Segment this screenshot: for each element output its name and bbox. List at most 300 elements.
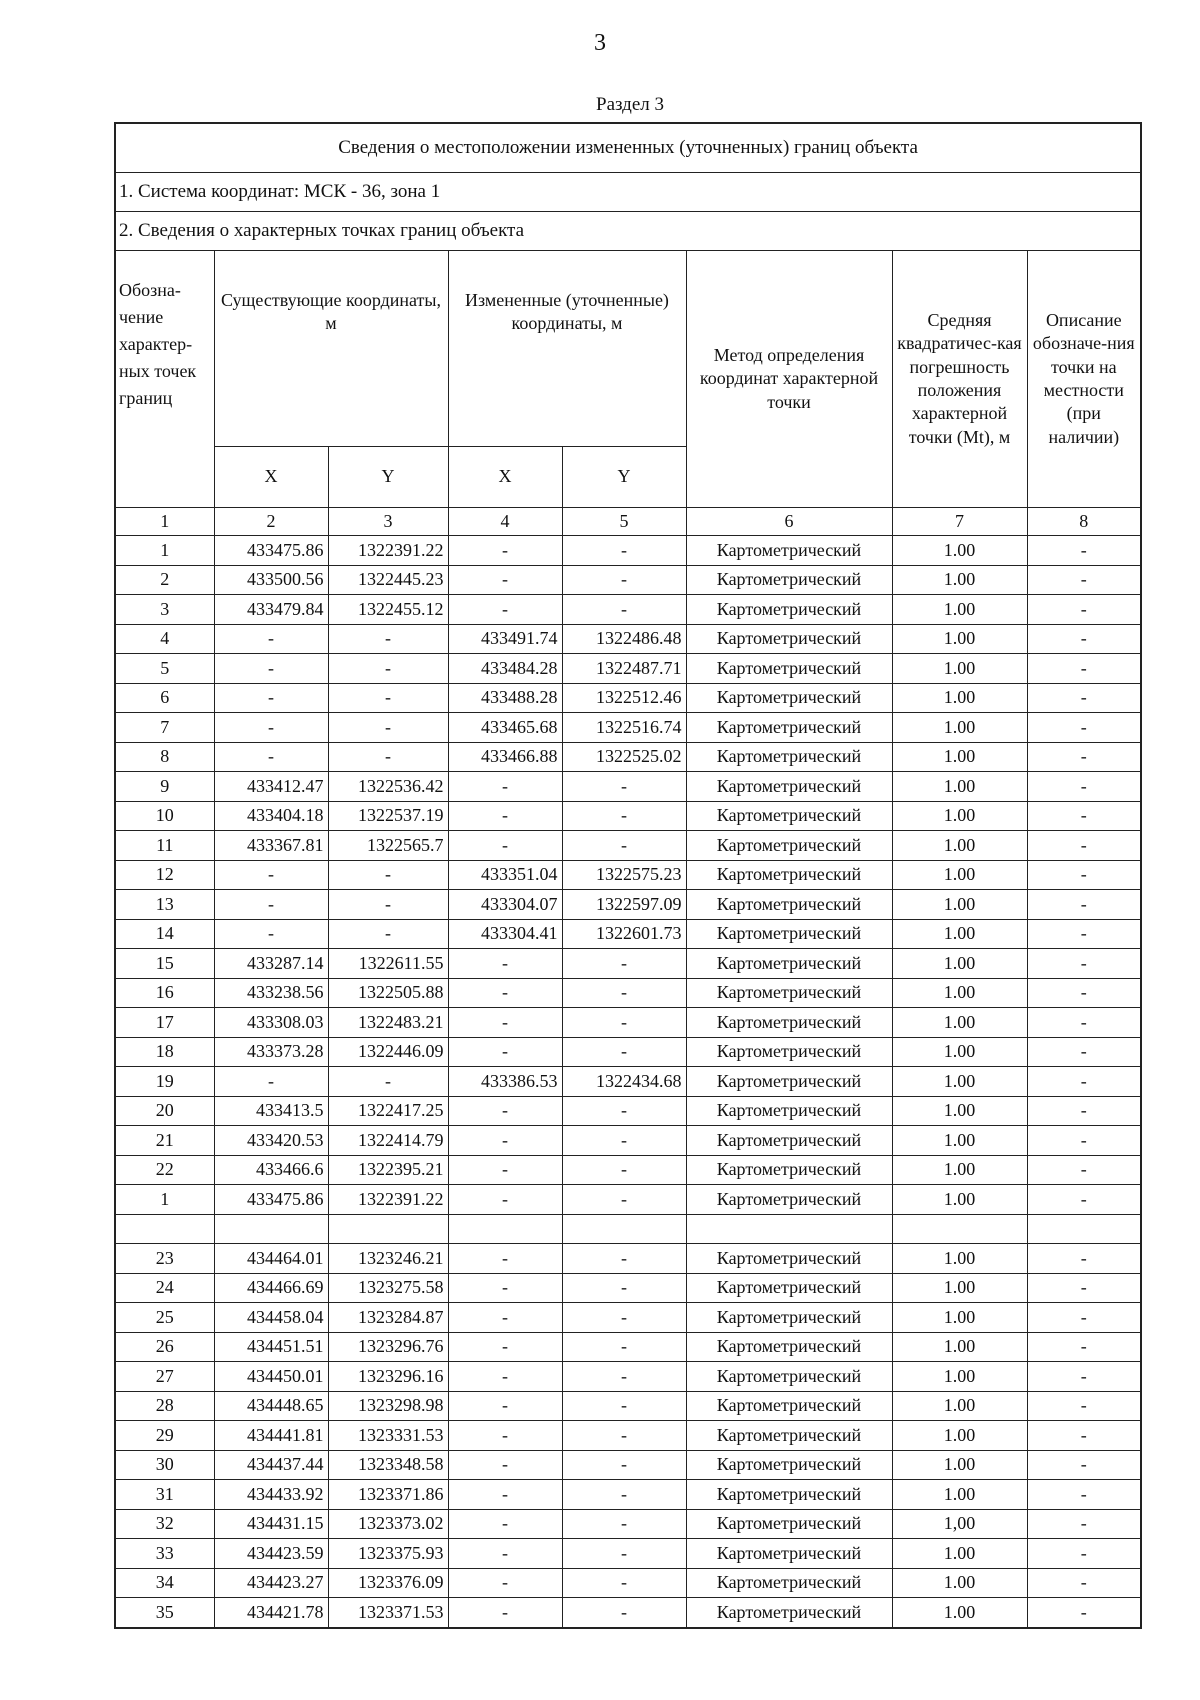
existing-x-cell: 434437.44 (214, 1450, 328, 1480)
changed-y-cell: - (562, 1480, 686, 1510)
changed-x-cell: - (448, 1008, 562, 1038)
description-cell: - (1027, 624, 1141, 654)
existing-x-cell: - (214, 624, 328, 654)
table-row (115, 860, 1141, 890)
mean-error-cell: 1.00 (892, 654, 1027, 684)
description-cell: - (1027, 683, 1141, 713)
table-row (115, 1539, 1141, 1569)
method-cell: Картометрический (686, 1421, 892, 1451)
section-title: Раздел 3 (596, 94, 664, 115)
table-row (115, 1096, 1141, 1126)
mean-error-cell: 1.00 (892, 1126, 1027, 1156)
mean-error-cell: 1.00 (892, 860, 1027, 890)
table-row (115, 1391, 1141, 1421)
mean-error-cell: 1.00 (892, 536, 1027, 566)
table-row (115, 624, 1141, 654)
method-cell: Картометрический (686, 713, 892, 743)
existing-x-cell: - (214, 742, 328, 772)
mean-error-cell: 1.00 (892, 1450, 1027, 1480)
description-cell: - (1027, 831, 1141, 861)
changed-x-cell: - (448, 1391, 562, 1421)
description-cell (1027, 1214, 1141, 1244)
existing-y-cell: 1323376.09 (328, 1568, 448, 1598)
existing-x-cell: 433412.47 (214, 772, 328, 802)
changed-y-cell: - (562, 1303, 686, 1333)
existing-x-cell: - (214, 860, 328, 890)
mean-error-cell: 1.00 (892, 742, 1027, 772)
mean-error-cell: 1.00 (892, 595, 1027, 625)
changed-y-cell: 1322434.68 (562, 1067, 686, 1097)
existing-y-cell: 1322505.88 (328, 978, 448, 1008)
changed-x-cell: - (448, 978, 562, 1008)
point-number-cell: 14 (115, 919, 214, 949)
method-cell: Картометрический (686, 1155, 892, 1185)
existing-x-cell: 434421.78 (214, 1598, 328, 1628)
mean-error-cell: 1.00 (892, 1155, 1027, 1185)
mean-error-cell: 1.00 (892, 919, 1027, 949)
description-cell: - (1027, 1450, 1141, 1480)
method-cell: Картометрический (686, 1391, 892, 1421)
point-number-cell: 13 (115, 890, 214, 920)
mean-error-cell: 1.00 (892, 1598, 1027, 1628)
changed-x-cell: - (448, 831, 562, 861)
point-number-cell: 11 (115, 831, 214, 861)
existing-y-cell: 1323371.53 (328, 1598, 448, 1628)
method-cell: Картометрический (686, 801, 892, 831)
mean-error-cell: 1,00 (892, 1509, 1027, 1539)
changed-x-cell: - (448, 1273, 562, 1303)
mean-error-cell: 1.00 (892, 1421, 1027, 1451)
method-cell: Картометрический (686, 742, 892, 772)
changed-x-cell: - (448, 1126, 562, 1156)
changed-y-cell: - (562, 1096, 686, 1126)
changed-y-cell (562, 1214, 686, 1244)
page-number: 3 (594, 30, 606, 56)
method-cell: Картометрический (686, 1539, 892, 1569)
point-number-cell: 33 (115, 1539, 214, 1569)
existing-x-cell: 434466.69 (214, 1273, 328, 1303)
changed-x-cell: - (448, 595, 562, 625)
point-number-cell (115, 1214, 214, 1244)
existing-x-cell: 433308.03 (214, 1008, 328, 1038)
existing-x-cell: 434431.15 (214, 1509, 328, 1539)
changed-x-cell: - (448, 1096, 562, 1126)
changed-x-cell: - (448, 536, 562, 566)
method-cell: Картометрический (686, 595, 892, 625)
description-cell: - (1027, 772, 1141, 802)
point-number-cell: 34 (115, 1568, 214, 1598)
table-row (115, 565, 1141, 595)
header-existing-x: X (214, 447, 328, 508)
changed-x-cell: - (448, 772, 562, 802)
method-cell: Картометрический (686, 536, 892, 566)
existing-x-cell: 433479.84 (214, 595, 328, 625)
column-number: 4 (448, 508, 562, 536)
point-number-cell: 35 (115, 1598, 214, 1628)
existing-y-cell: 1323298.98 (328, 1391, 448, 1421)
table-row (115, 654, 1141, 684)
mean-error-cell: 1.00 (892, 949, 1027, 979)
table-row (115, 1480, 1141, 1510)
point-number-cell: 32 (115, 1509, 214, 1539)
changed-y-cell: - (562, 1421, 686, 1451)
existing-x-cell: 433475.86 (214, 1185, 328, 1215)
existing-y-cell: 1323331.53 (328, 1421, 448, 1451)
existing-y-cell: 1322446.09 (328, 1037, 448, 1067)
existing-x-cell: 433413.5 (214, 1096, 328, 1126)
description-cell: - (1027, 1509, 1141, 1539)
existing-x-cell: 434458.04 (214, 1303, 328, 1333)
existing-x-cell: 433238.56 (214, 978, 328, 1008)
mean-error-cell: 1.00 (892, 1303, 1027, 1333)
method-cell: Картометрический (686, 1450, 892, 1480)
method-cell: Картометрический (686, 1067, 892, 1097)
header-description: Описание обозначе-ния точки на местности (при наличии) (1027, 251, 1141, 508)
header-changed-y: Y (562, 447, 686, 508)
table-row (115, 801, 1141, 831)
changed-y-cell: - (562, 978, 686, 1008)
existing-y-cell: - (328, 860, 448, 890)
existing-y-cell: - (328, 713, 448, 743)
existing-y-cell: 1323375.93 (328, 1539, 448, 1569)
method-cell: Картометрический (686, 1303, 892, 1333)
changed-x-cell: - (448, 565, 562, 595)
mean-error-cell: 1.00 (892, 1480, 1027, 1510)
table-row (115, 890, 1141, 920)
existing-x-cell: 434423.59 (214, 1539, 328, 1569)
description-cell: - (1027, 1568, 1141, 1598)
point-number-cell: 1 (115, 1185, 214, 1215)
changed-y-cell: - (562, 1244, 686, 1274)
method-cell: Картометрический (686, 772, 892, 802)
method-cell: Картометрический (686, 978, 892, 1008)
description-cell: - (1027, 1126, 1141, 1156)
table-row (115, 1568, 1141, 1598)
description-cell: - (1027, 1096, 1141, 1126)
changed-y-cell: 1322516.74 (562, 713, 686, 743)
column-number: 6 (686, 508, 892, 536)
existing-y-cell: 1323296.76 (328, 1332, 448, 1362)
point-number-cell: 2 (115, 565, 214, 595)
existing-y-cell: 1323348.58 (328, 1450, 448, 1480)
description-cell: - (1027, 1421, 1141, 1451)
changed-x-cell: 433304.07 (448, 890, 562, 920)
description-cell: - (1027, 1391, 1141, 1421)
existing-y-cell: - (328, 624, 448, 654)
existing-x-cell: 434451.51 (214, 1332, 328, 1362)
table-row (115, 831, 1141, 861)
changed-y-cell: 1322601.73 (562, 919, 686, 949)
description-cell: - (1027, 1539, 1141, 1569)
changed-y-cell: 1322487.71 (562, 654, 686, 684)
header-existing-coords: Существующие координаты, м (214, 251, 448, 447)
description-cell: - (1027, 536, 1141, 566)
description-cell: - (1027, 1244, 1141, 1274)
description-cell: - (1027, 595, 1141, 625)
method-cell: Картометрический (686, 1332, 892, 1362)
existing-y-cell: - (328, 654, 448, 684)
table-row (115, 1126, 1141, 1156)
existing-y-cell: 1323275.58 (328, 1273, 448, 1303)
changed-y-cell: - (562, 1391, 686, 1421)
existing-y-cell: 1322536.42 (328, 772, 448, 802)
point-number-cell: 16 (115, 978, 214, 1008)
mean-error-cell: 1.00 (892, 624, 1027, 654)
existing-y-cell: - (328, 742, 448, 772)
existing-x-cell: - (214, 919, 328, 949)
changed-y-cell: - (562, 949, 686, 979)
existing-y-cell: - (328, 919, 448, 949)
table-row (115, 1185, 1141, 1215)
mean-error-cell: 1.00 (892, 713, 1027, 743)
changed-y-cell: - (562, 1155, 686, 1185)
changed-x-cell: - (448, 1421, 562, 1451)
existing-y-cell: 1322414.79 (328, 1126, 448, 1156)
description-cell: - (1027, 860, 1141, 890)
point-number-cell: 17 (115, 1008, 214, 1038)
changed-y-cell: - (562, 831, 686, 861)
description-cell: - (1027, 1155, 1141, 1185)
existing-y-cell: 1322537.19 (328, 801, 448, 831)
mean-error-cell: 1.00 (892, 565, 1027, 595)
mean-error-cell: 1.00 (892, 890, 1027, 920)
point-number-cell: 3 (115, 595, 214, 625)
point-number-cell: 18 (115, 1037, 214, 1067)
changed-y-cell: - (562, 565, 686, 595)
changed-y-cell: - (562, 1126, 686, 1156)
point-number-cell: 23 (115, 1244, 214, 1274)
existing-x-cell: 433500.56 (214, 565, 328, 595)
existing-y-cell: 1323296.16 (328, 1362, 448, 1392)
table-row (115, 949, 1141, 979)
method-cell: Картометрический (686, 1362, 892, 1392)
existing-y-cell: 1322483.21 (328, 1008, 448, 1038)
existing-y-cell: - (328, 1067, 448, 1097)
existing-y-cell: - (328, 890, 448, 920)
point-number-cell: 22 (115, 1155, 214, 1185)
changed-x-cell: - (448, 1539, 562, 1569)
existing-x-cell: 434448.65 (214, 1391, 328, 1421)
table-row (115, 536, 1141, 566)
point-number-cell: 20 (115, 1096, 214, 1126)
column-number: 2 (214, 508, 328, 536)
existing-x-cell: 433420.53 (214, 1126, 328, 1156)
table-row (115, 1155, 1141, 1185)
point-number-cell: 21 (115, 1126, 214, 1156)
description-cell: - (1027, 919, 1141, 949)
table-row (115, 1509, 1141, 1539)
changed-x-cell: - (448, 1037, 562, 1067)
method-cell: Картометрический (686, 1598, 892, 1628)
table-row (115, 713, 1141, 743)
description-cell: - (1027, 1037, 1141, 1067)
point-number-cell: 30 (115, 1450, 214, 1480)
changed-y-cell: - (562, 536, 686, 566)
method-cell: Картометрический (686, 1185, 892, 1215)
changed-y-cell: - (562, 1568, 686, 1598)
header-existing-y: Y (328, 447, 448, 508)
description-cell: - (1027, 1332, 1141, 1362)
header-changed-x: X (448, 447, 562, 508)
header-mean-error: Средняя квадратичес-кая погрешность положения характерной точки (Mt), м (892, 251, 1027, 508)
description-cell: - (1027, 1185, 1141, 1215)
header-method: Метод определения координат характерной точки (686, 251, 892, 508)
existing-y-cell: 1323373.02 (328, 1509, 448, 1539)
changed-y-cell: - (562, 1362, 686, 1392)
changed-x-cell: - (448, 1155, 562, 1185)
column-number: 5 (562, 508, 686, 536)
changed-y-cell: - (562, 1598, 686, 1628)
point-number-cell: 9 (115, 772, 214, 802)
method-cell: Картометрический (686, 1037, 892, 1067)
point-number-cell: 4 (115, 624, 214, 654)
table-row (115, 1008, 1141, 1038)
coordinate-system: 1. Система координат: МСК - 36, зона 1 (115, 173, 1141, 212)
description-cell: - (1027, 1480, 1141, 1510)
table-row (115, 1037, 1141, 1067)
table-row (115, 1332, 1141, 1362)
changed-x-cell: - (448, 1568, 562, 1598)
table-row (115, 595, 1141, 625)
changed-y-cell: - (562, 1185, 686, 1215)
table-row (115, 1450, 1141, 1480)
mean-error-cell: 1.00 (892, 978, 1027, 1008)
point-number-cell: 12 (115, 860, 214, 890)
method-cell: Картометрический (686, 624, 892, 654)
changed-x-cell: 433488.28 (448, 683, 562, 713)
method-cell: Картометрический (686, 1008, 892, 1038)
point-number-cell: 24 (115, 1273, 214, 1303)
point-number-cell: 15 (115, 949, 214, 979)
changed-y-cell: - (562, 595, 686, 625)
changed-x-cell: - (448, 1303, 562, 1333)
existing-x-cell: 433373.28 (214, 1037, 328, 1067)
existing-y-cell: 1322565.7 (328, 831, 448, 861)
point-number-cell: 7 (115, 713, 214, 743)
existing-y-cell: 1322391.22 (328, 536, 448, 566)
changed-x-cell (448, 1214, 562, 1244)
table-row (115, 1067, 1141, 1097)
mean-error-cell: 1.00 (892, 1362, 1027, 1392)
point-number-cell: 19 (115, 1067, 214, 1097)
mean-error-cell: 1.00 (892, 801, 1027, 831)
existing-x-cell: - (214, 890, 328, 920)
changed-x-cell: 433465.68 (448, 713, 562, 743)
point-number-cell: 6 (115, 683, 214, 713)
changed-x-cell: - (448, 1598, 562, 1628)
description-cell: - (1027, 1362, 1141, 1392)
method-cell: Картометрический (686, 683, 892, 713)
method-cell: Картометрический (686, 1096, 892, 1126)
description-cell: - (1027, 1008, 1141, 1038)
existing-x-cell: 433287.14 (214, 949, 328, 979)
changed-x-cell: - (448, 1362, 562, 1392)
changed-y-cell: 1322525.02 (562, 742, 686, 772)
point-number-cell: 27 (115, 1362, 214, 1392)
boundary-points-table (114, 122, 1142, 1629)
existing-x-cell: 434433.92 (214, 1480, 328, 1510)
mean-error-cell: 1.00 (892, 831, 1027, 861)
existing-x-cell: 434464.01 (214, 1244, 328, 1274)
method-cell: Картометрический (686, 654, 892, 684)
description-cell: - (1027, 801, 1141, 831)
method-cell: Картометрический (686, 1568, 892, 1598)
point-number-cell: 1 (115, 536, 214, 566)
changed-y-cell: - (562, 772, 686, 802)
description-cell: - (1027, 565, 1141, 595)
column-number: 7 (892, 508, 1027, 536)
changed-y-cell: - (562, 1509, 686, 1539)
changed-y-cell: 1322486.48 (562, 624, 686, 654)
method-cell: Картометрический (686, 1509, 892, 1539)
changed-x-cell: - (448, 949, 562, 979)
changed-x-cell: 433386.53 (448, 1067, 562, 1097)
mean-error-cell: 1.00 (892, 1244, 1027, 1274)
changed-y-cell: 1322512.46 (562, 683, 686, 713)
table-row (115, 1421, 1141, 1451)
existing-x-cell: 433367.81 (214, 831, 328, 861)
existing-x-cell: 433404.18 (214, 801, 328, 831)
existing-y-cell: 1322455.12 (328, 595, 448, 625)
existing-y-cell: 1323371.86 (328, 1480, 448, 1510)
changed-x-cell: 433351.04 (448, 860, 562, 890)
changed-x-cell: 433484.28 (448, 654, 562, 684)
mean-error-cell: 1.00 (892, 772, 1027, 802)
method-cell: Картометрический (686, 949, 892, 979)
changed-y-cell: 1322597.09 (562, 890, 686, 920)
mean-error-cell: 1.00 (892, 1067, 1027, 1097)
changed-x-cell: - (448, 1244, 562, 1274)
description-cell: - (1027, 654, 1141, 684)
changed-x-cell: - (448, 1332, 562, 1362)
existing-y-cell: 1322395.21 (328, 1155, 448, 1185)
table-title: Сведения о местоположении измененных (уточненных) границ объекта (115, 123, 1141, 173)
changed-x-cell: 433466.88 (448, 742, 562, 772)
existing-x-cell: 433475.86 (214, 536, 328, 566)
mean-error-cell: 1.00 (892, 1273, 1027, 1303)
mean-error-cell (892, 1214, 1027, 1244)
column-number: 3 (328, 508, 448, 536)
mean-error-cell: 1.00 (892, 1008, 1027, 1038)
existing-y-cell: 1322417.25 (328, 1096, 448, 1126)
changed-y-cell: - (562, 1037, 686, 1067)
changed-y-cell: 1322575.23 (562, 860, 686, 890)
table-row (115, 742, 1141, 772)
method-cell: Картометрический (686, 860, 892, 890)
existing-x-cell: 433466.6 (214, 1155, 328, 1185)
description-cell: - (1027, 742, 1141, 772)
point-number-cell: 31 (115, 1480, 214, 1510)
method-cell: Картометрический (686, 831, 892, 861)
method-cell: Картометрический (686, 1480, 892, 1510)
mean-error-cell: 1.00 (892, 1568, 1027, 1598)
changed-x-cell: - (448, 1450, 562, 1480)
changed-y-cell: - (562, 1332, 686, 1362)
existing-x-cell: 434441.81 (214, 1421, 328, 1451)
points-heading: 2. Сведения о характерных точках границ объекта (115, 212, 1141, 251)
changed-y-cell: - (562, 1539, 686, 1569)
changed-x-cell: 433304.41 (448, 919, 562, 949)
existing-x-cell: - (214, 683, 328, 713)
description-cell: - (1027, 1067, 1141, 1097)
method-cell: Картометрический (686, 1126, 892, 1156)
description-cell: - (1027, 890, 1141, 920)
description-cell: - (1027, 978, 1141, 1008)
column-number: 8 (1027, 508, 1141, 536)
header-point-designation: Обозна-чение характер-ных точек границ (115, 251, 214, 508)
changed-x-cell: - (448, 1509, 562, 1539)
mean-error-cell: 1.00 (892, 1096, 1027, 1126)
